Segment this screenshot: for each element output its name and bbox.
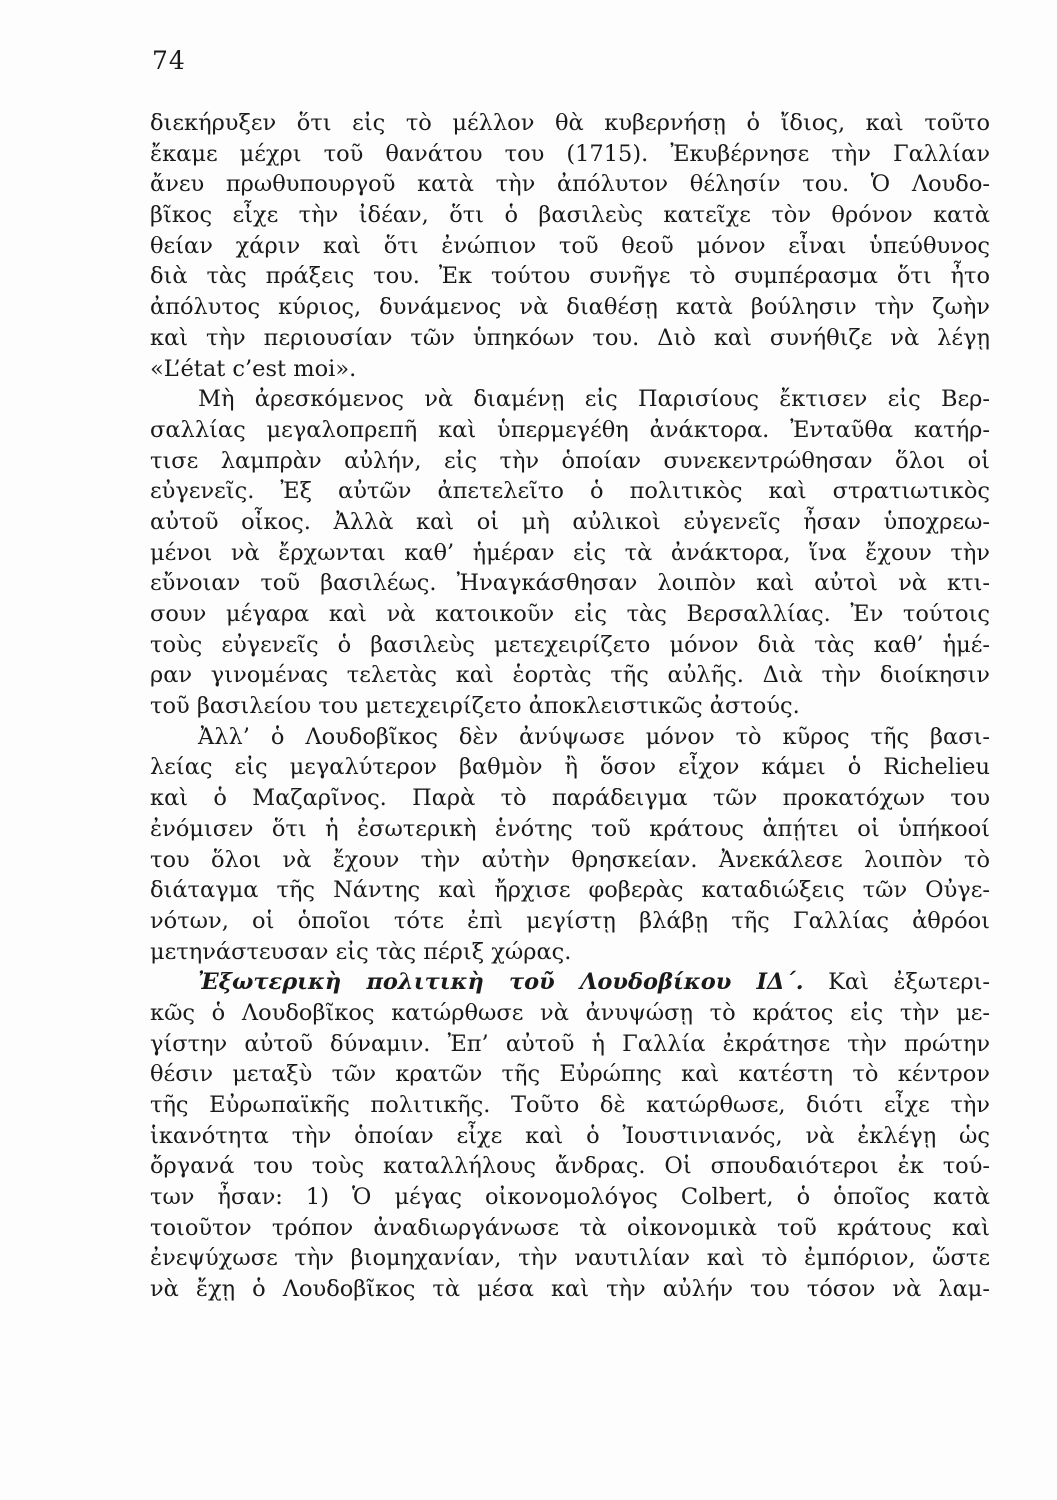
text-line: γίστην αὐτοῦ δύναμιν. Ἐπ’ αὐτοῦ ἡ Γαλλία ἐκράτησε τὴν πρώτην (150, 1030, 990, 1057)
text-line: λείας εἰς μεγαλύτερον βαθμὸν ἢ ὅσον εἶχον κάμει ὁ Richelieu (150, 754, 990, 781)
text-line: αὐτοῦ οἶκος. Ἀλλὰ καὶ οἱ μὴ αὐλικοὶ εὐγενεῖς ἦσαν ὑποχρεω- (150, 508, 990, 535)
text-line: του ὅλοι νὰ ἔχουν τὴν αὐτὴν θρησκείαν. Ἀνεκάλεσε λοιπὸν τὸ (150, 846, 990, 873)
text-line: τοιοῦτον τρόπον ἀναδιωργάνωσε τὰ οἰκονομικὰ τοῦ κράτους καὶ (150, 1214, 990, 1241)
text-line: καὶ τὴν περιουσίαν τῶν ὑπηκόων του. Διὸ καὶ συνήθιζε νὰ λέγῃ (150, 324, 990, 351)
text-line: θείαν χάριν καὶ ὅτι ἐνώπιον τοῦ θεοῦ μόνον εἶναι ὑπεύθυνος (150, 232, 990, 259)
text-line: διεκήρυξεν ὅτι εἰς τὸ μέλλον θὰ κυβερνήσῃ ὁ ἴδιος, καὶ τοῦτο (150, 110, 990, 136)
text-line: σουν μέγαρα καὶ νὰ κατοικοῦν εἰς τὰς Βερσαλλίας. Ἐν τούτοις (150, 601, 990, 627)
text-line: μένοι νὰ ἔρχωνται καθ’ ἡμέραν εἰς τὰ ἀνάκτορα, ἵνα ἔχουν τὴν (150, 539, 990, 566)
text-line: θέσιν μεταξὺ τῶν κρατῶν τῆς Εὐρώπης καὶ κατέστη τὸ κέντρον (150, 1061, 990, 1088)
text-line: Ἀλλ’ ὁ Λουδοβῖκος δὲν ἀνύψωσε μόνον τὸ κῦρος τῆς βασι- (198, 723, 990, 750)
text-line: ραν γινομένας τελετὰς καὶ ἑορτὰς τῆς αὐλῆς. Διὰ τὴν διοίκησιν (150, 662, 990, 689)
text-line: τῆς Εὐρωπαϊκῆς πολιτικῆς. Τοῦτο δὲ κατώρθωσε, διότι εἶχε τὴν (150, 1092, 990, 1118)
text-line: ἐνεψύχωσε τὴν βιομηχανίαν, τὴν ναυτιλίαν καὶ τὸ ἐμπόριον, ὥστε (150, 1245, 990, 1272)
text-line: βῖκος εἶχε τὴν ἰδέαν, ὅτι ὁ βασιλεὺς κατεῖχε τὸν θρόνον κατὰ (150, 202, 990, 229)
text-line: νότων, οἱ ὁποῖοι τότε ἐπὶ μεγίστῃ βλάβῃ τῆς Γαλλίας ἀθρόοι (150, 907, 990, 934)
text-line: κῶς ὁ Λουδοβῖκος κατώρθωσε νὰ ἀνυψώσῃ τὸ κράτος εἰς τὴν με- (150, 999, 990, 1026)
text-line: μετηνάστευσαν εἰς τὰς πέριξ χώρας. (150, 938, 572, 965)
text-line: τοὺς εὐγενεῖς ὁ βασιλεὺς μετεχειρίζετο μόνον διὰ τὰς καθ’ ἡμέ- (150, 631, 990, 658)
page-number: 74 (152, 46, 186, 75)
body-text (150, 108, 990, 1305)
text-line: διὰ τὰς πράξεις του. Ἐκ τούτου συνῆγε τὸ συμπέρασμα ὅτι ἦτο (150, 263, 990, 290)
text-line: σαλλίας μεγαλοπρεπῆ καὶ ὑπερμεγέθη ἀνάκτορα. Ἐνταῦθα κατήρ- (150, 416, 990, 443)
text-line: διάταγμα τῆς Νάντης καὶ ἤρχισε φοβερὰς καταδιώξεις τῶν Οὐγε- (150, 877, 990, 904)
text-line: Μὴ ἀρεσκόμενος νὰ διαμένῃ εἰς Παρισίους ἔκτισεν εἰς Βερ- (198, 386, 990, 413)
text-line: ἐνόμισεν ὅτι ἡ ἐσωτερικὴ ἑνότης τοῦ κράτους ἀπῄτει οἱ ὑπήκοοί (150, 815, 990, 842)
text-line: νὰ ἔχῃ ὁ Λουδοβῖκος τὰ μέσα καὶ τὴν αὐλήν του τόσον νὰ λαμ- (150, 1276, 990, 1303)
text-line: ἄνευ πρωθυπουργοῦ κατὰ τὴν ἀπόλυτον θέλησίν του. Ὁ Λουδο- (150, 171, 990, 198)
text-line: ἱκανότητα τὴν ὁποίαν εἶχε καὶ ὁ Ἰουστινιανός, νὰ ἐκλέγῃ ὡς (150, 1122, 990, 1149)
section-heading: Ἐξωτερικὴ πολιτικὴ τοῦ Λουδοβίκου ΙΔ΄. (198, 969, 804, 996)
text-line: των ἦσαν: 1) Ὁ μέγας οἰκονομολόγος Colbert, ὁ ὁποῖος κατὰ (150, 1184, 990, 1211)
text-line: ἀπόλυτος κύριος, δυνάμενος νὰ διαθέσῃ κατὰ βούλησιν τὴν ζωὴν (150, 294, 990, 321)
section-heading-line (150, 967, 990, 998)
text-line: ὄργανά του τοὺς καταλλήλους ἄνδρας. Οἱ σπουδαιότεροι ἐκ τού- (150, 1153, 990, 1180)
text-line: ἔκαμε μέχρι τοῦ θανάτου του (1715). Ἐκυβέρνησε τὴν Γαλλίαν (150, 140, 990, 167)
text-line: καὶ ὁ Μαζαρῖνος. Παρὰ τὸ παράδειγμα τῶν προκατόχων του (150, 785, 990, 812)
section-heading-continuation: Καὶ ἐξωτερι- (828, 969, 990, 996)
text-line: «L’état c’est moi». (150, 355, 357, 382)
text-line: εὔνοιαν τοῦ βασιλέως. Ἠναγκάσθησαν λοιπὸν καὶ αὐτοὶ νὰ κτι- (150, 570, 990, 597)
text-line: τισε λαμπρὰν αὐλήν, εἰς τὴν ὁποίαν συνεκεντρώθησαν ὅλοι οἱ (150, 447, 990, 474)
text-line: τοῦ βασιλείου του μετεχειρίζετο ἀποκλειστικῶς ἀστούς. (150, 693, 800, 720)
text-line: εὐγενεῖς. Ἐξ αὐτῶν ἀπετελεῖτο ὁ πολιτικὸς καὶ στρατιωτικὸς (150, 478, 990, 505)
